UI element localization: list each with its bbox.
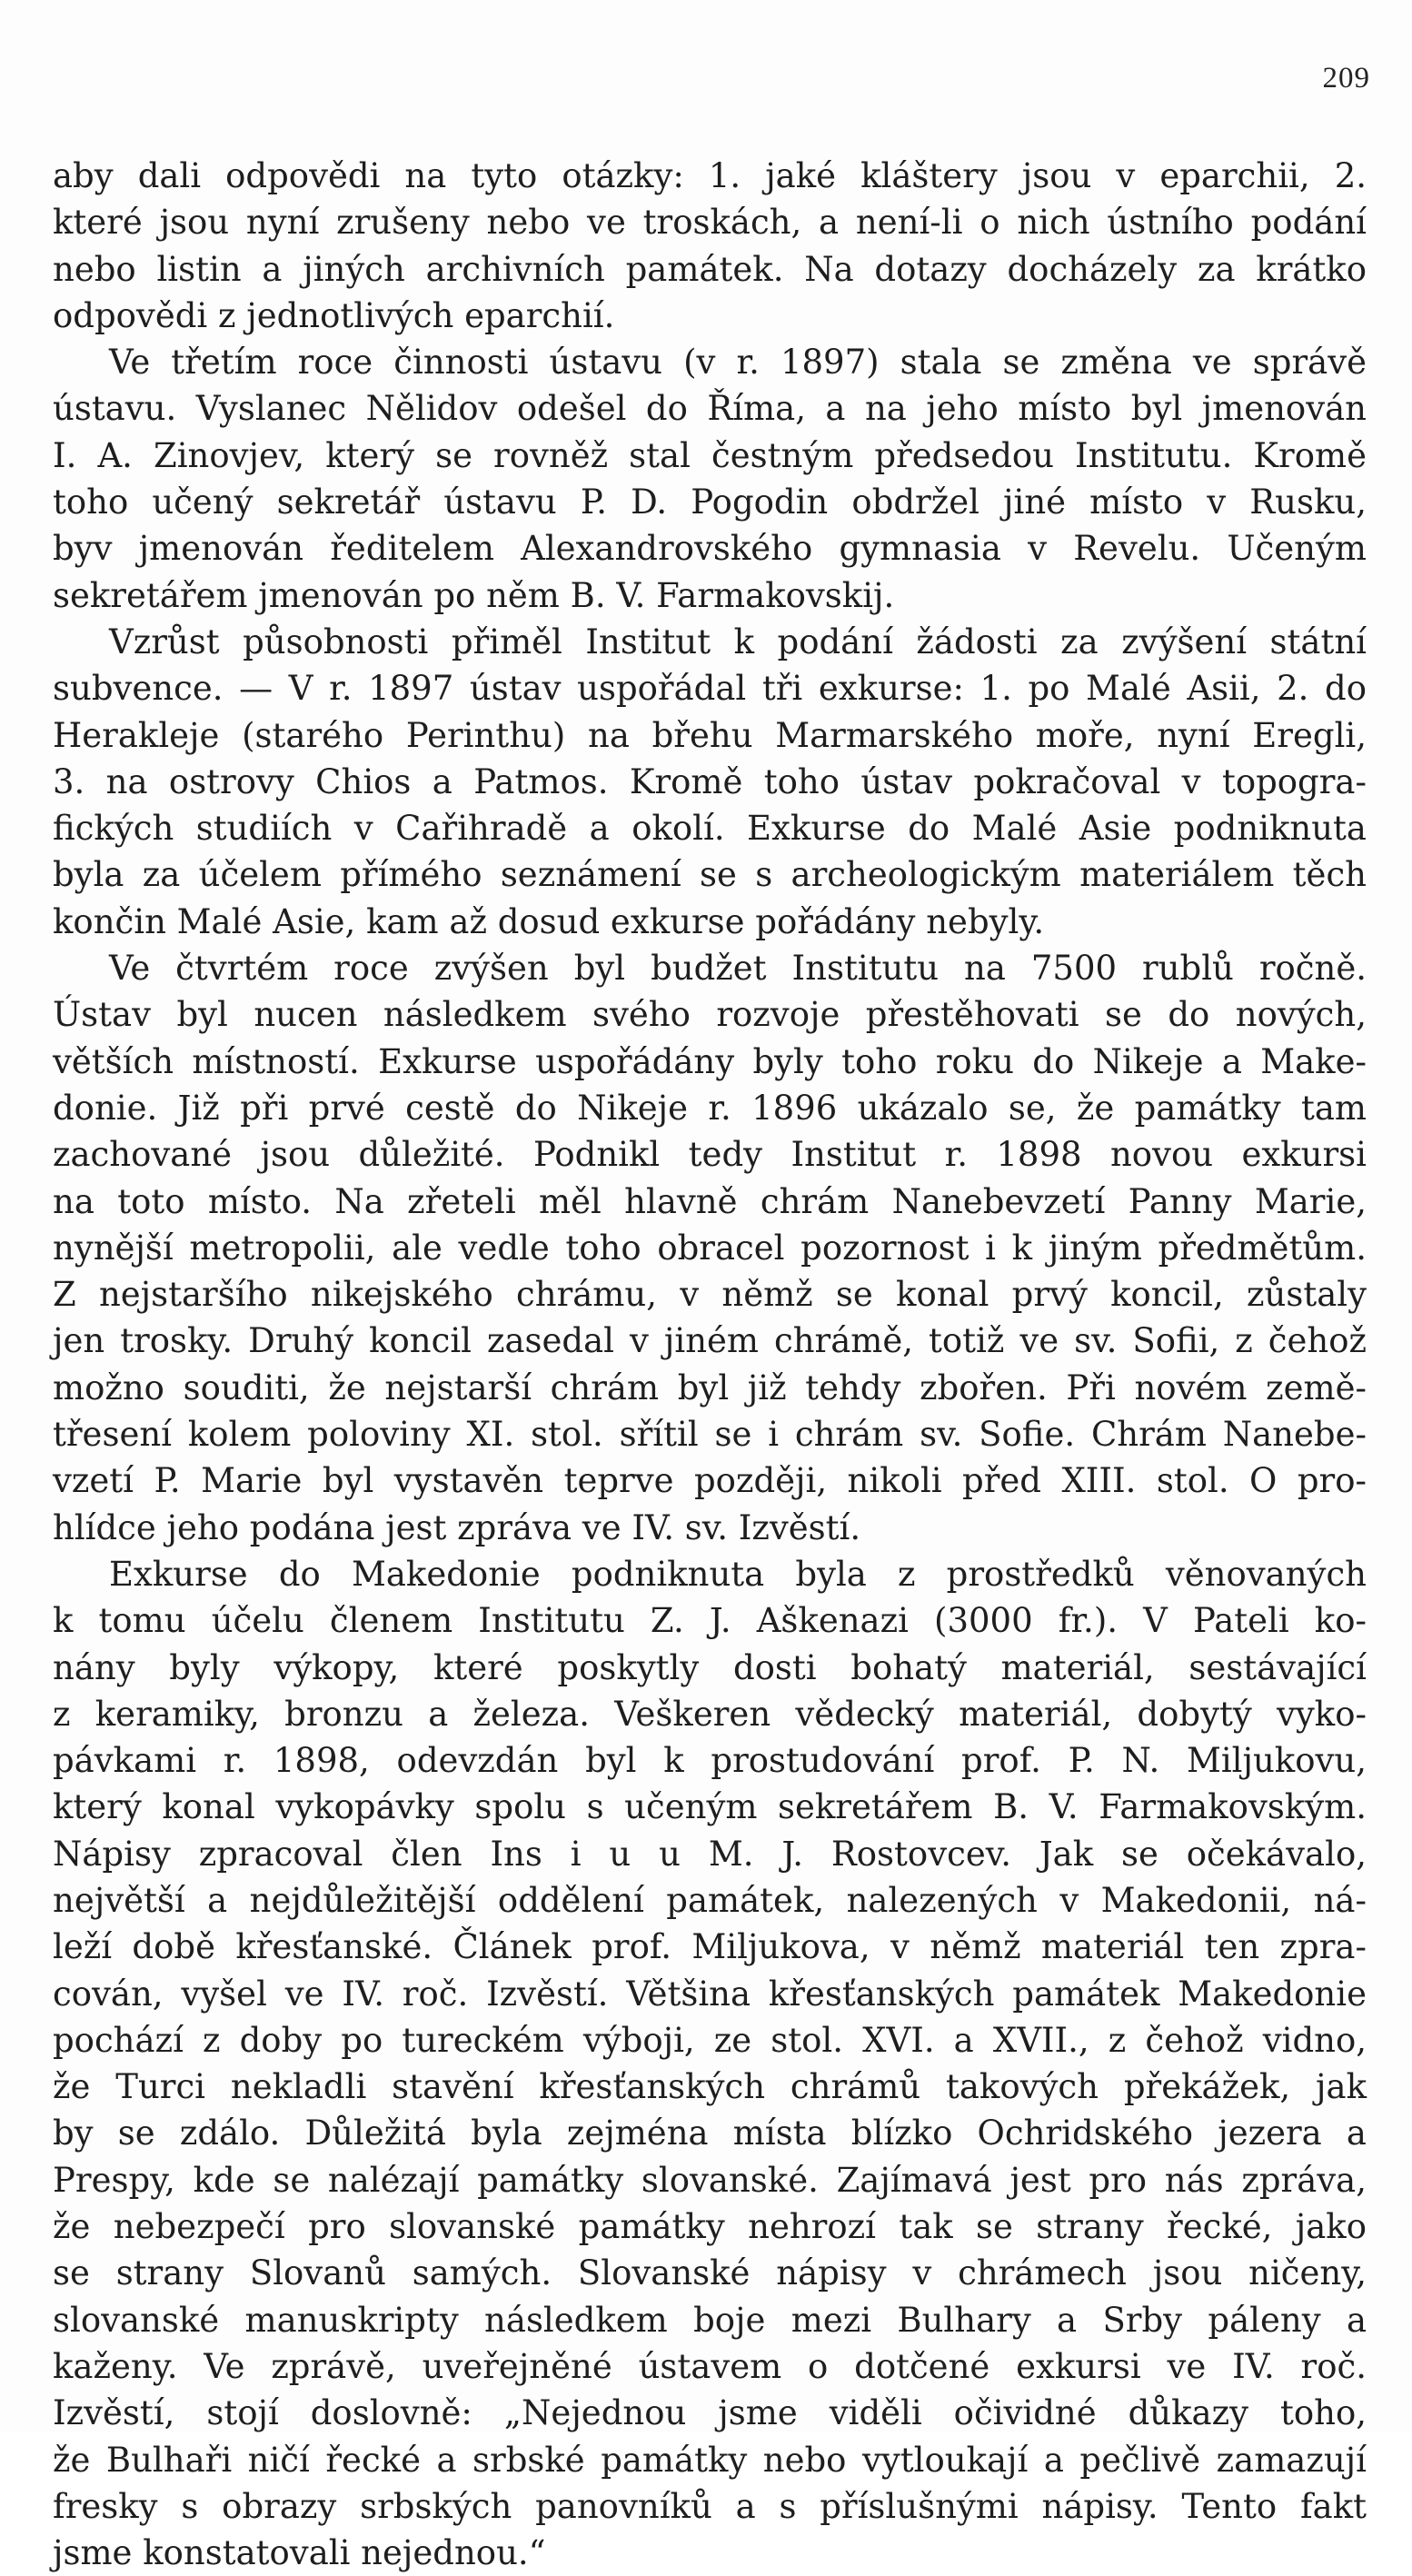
paragraph xyxy=(53,153,1367,339)
text-line: I. A. Zinovjev, který se rovněž stal čestným předsedou Institutu. Kromě xyxy=(53,435,1367,475)
text-line: fických studiích v Cařihradě a okolí. Exkurse do Malé Asie podniknuta xyxy=(53,809,1367,849)
paragraph xyxy=(53,945,1367,1551)
text-line: Z nejstaršího nikejského chrámu, v němž se konal prvý koncil, zůstaly xyxy=(53,1275,1367,1315)
text-line: toho učený sekretář ústavu P. D. Pogodin obdržel jiné místo v Rusku, xyxy=(53,482,1367,522)
text-line: Ve třetím roce činnosti ústavu (v r. 1897) stala se změna ve správě xyxy=(109,343,1367,383)
text-line: Ústav byl nucen následkem svého rozvoje přestěhovati se do nových, xyxy=(53,995,1367,1035)
text-line: by se zdálo. Důležitá byla zejména místa blízko Ochridského jezera a xyxy=(53,2114,1367,2153)
text-line: fresky s obrazy srbských panovníků a s příslušnými nápisy. Tento fakt xyxy=(53,2486,1367,2526)
text-line: pávkami r. 1898, odevzdán byl k prostudování prof. P. N. Miljukovu, xyxy=(53,1741,1367,1781)
paragraph xyxy=(53,1551,1367,2576)
text-line: Exkurse do Makedonie podniknuta byla z prostředků věnovaných xyxy=(109,1554,1367,1594)
text-line: jen trosky. Druhý koncil zasedal v jiném chrámě, totiž ve sv. Sofii, z čehož xyxy=(53,1321,1367,1361)
text-line: který konal vykopávky spolu s učeným sekretářem B. V. Farmakovským. xyxy=(53,1787,1367,1827)
text-line: největší a nejdůležitější oddělení památek, nalezených v Makedonii, ná- xyxy=(53,1880,1367,1920)
text-line: jsme konstatovali nejednou.“ xyxy=(53,2533,546,2573)
paragraph xyxy=(53,339,1367,619)
text-line: Prespy, kde se nalézají památky slovanské. Zajímavá jest pro nás zpráva, xyxy=(53,2160,1367,2200)
text-line: byla za účelem přímého seznámení se s archeologickým materiálem těch xyxy=(53,855,1367,895)
text-line: k tomu účelu členem Institutu Z. J. Aškenazi (3000 fr.). V Pateli ko- xyxy=(53,1601,1367,1641)
text-line: pochází z doby po tureckém výboji, ze stol. XVI. a XVII., z čehož vidno, xyxy=(53,2020,1367,2060)
text-line: na toto místo. Na zřeteli měl hlavně chrám Nanebevzetí Panny Marie, xyxy=(53,1181,1367,1221)
text-line: Vzrůst působnosti přiměl Institut k podání žádosti za zvýšení státní xyxy=(109,622,1367,661)
text-line: leží době křesťanské. Článek prof. Miljukova, v němž materiál ten zpra- xyxy=(53,1927,1367,1967)
text-line: hlídce jeho podána jest zpráva ve IV. sv. Izvěstí. xyxy=(53,1507,861,1547)
page-number: 209 xyxy=(1322,62,1370,94)
text-line: zachované jsou důležité. Podnikl tedy Institut r. 1898 novou exkursi xyxy=(53,1135,1367,1175)
text-line: ústavu. Vyslanec Nělidov odešel do Říma, a na jeho místo byl jmenován xyxy=(53,389,1367,429)
text-line: Izvěstí, stojí doslovně: „Nejednou jsme viděli očividné důkazy toho, xyxy=(53,2393,1367,2433)
paragraph xyxy=(53,619,1367,945)
text-line: Ve čtvrtém roce zvýšen byl budžet Institutu na 7500 rublů ročně. xyxy=(109,949,1367,989)
text-line: možno souditi, že nejstarší chrám byl již tehdy zbořen. Při novém země- xyxy=(53,1368,1367,1407)
text-line: nány byly výkopy, které poskytly dosti bohatý materiál, sestávající xyxy=(53,1647,1367,1687)
text-line: slovanské manuskripty následkem boje mezi Bulhary a Srby páleny a xyxy=(53,2300,1367,2340)
text-line: odpovědi z jednotlivých eparchií. xyxy=(53,295,615,335)
text-line: vzetí P. Marie byl vystavěn teprve později, nikoli před XIII. stol. O pro- xyxy=(53,1461,1367,1501)
text-line: aby dali odpovědi na tyto otázky: 1. jaké kláštery jsou v eparchii, 2. xyxy=(53,156,1367,195)
text-line: že Turci nekladli stavění křesťanských chrámů takových překážek, jak xyxy=(53,2067,1367,2107)
text-line: nynější metropolii, ale vedle toho obracel pozornost i k jiným předmětům. xyxy=(53,1228,1367,1268)
text-line: z keramiky, bronzu a železa. Veškeren vědecký materiál, dobytý vyko- xyxy=(53,1694,1367,1734)
text-line: třesení kolem poloviny XI. stol. sřítil se i chrám sv. Sofie. Chrám Nanebe- xyxy=(53,1415,1367,1455)
text-line: Nápisy zpracoval člen Ins i u u M. J. Rostovcev. Jak se očekávalo, xyxy=(53,1834,1367,1874)
text-line: subvence. — V r. 1897 ústav uspořádal tři exkurse: 1. po Malé Asii, 2. do xyxy=(53,669,1367,709)
text-line: 3. na ostrovy Chios a Patmos. Kromě toho ústav pokračoval v topogra- xyxy=(53,761,1367,801)
text-line: byv jmenován ředitelem Alexandrovského gymnasia v Revelu. Učeným xyxy=(53,529,1367,569)
text-line: končin Malé Asie, kam až dosud exkurse pořádány nebyly. xyxy=(53,901,1045,941)
text-line: cován, vyšel ve IV. roč. Izvěstí. Většina křesťanských památek Makedonie xyxy=(53,1974,1367,2014)
text-line: že nebezpečí pro slovanské památky nehrozí tak se strany řecké, jako xyxy=(53,2207,1367,2247)
text-line: kaženy. Ve zprávě, uveřejněné ústavem o dotčené exkursi ve IV. roč. xyxy=(53,2346,1367,2386)
text-line: nebo listin a jiných archivních památek. Na dotazy docházely za krátko xyxy=(53,249,1367,289)
text-line: které jsou nyní zrušeny nebo ve troskách, a není-li o nich ústního podání xyxy=(53,203,1367,243)
body-text xyxy=(53,153,1367,2576)
text-line: donie. Již při prvé cestě do Nikeje r. 1896 ukázalo se, že památky tam xyxy=(53,1088,1367,1128)
text-line: že Bulhaři ničí řecké a srbské památky nebo vytloukají a pečlivě zamazují xyxy=(53,2440,1367,2480)
text-line: sekretářem jmenován po něm B. V. Farmakovskij. xyxy=(53,575,895,615)
text-line: Herakleje (starého Perinthu) na břehu Marmarského moře, nyní Eregli, xyxy=(53,715,1367,755)
text-line: se strany Slovanů samých. Slovanské nápisy v chrámech jsou ničeny, xyxy=(53,2253,1367,2293)
text-line: větších místností. Exkurse uspořádány byly toho roku do Nikeje a Make- xyxy=(53,1041,1367,1081)
